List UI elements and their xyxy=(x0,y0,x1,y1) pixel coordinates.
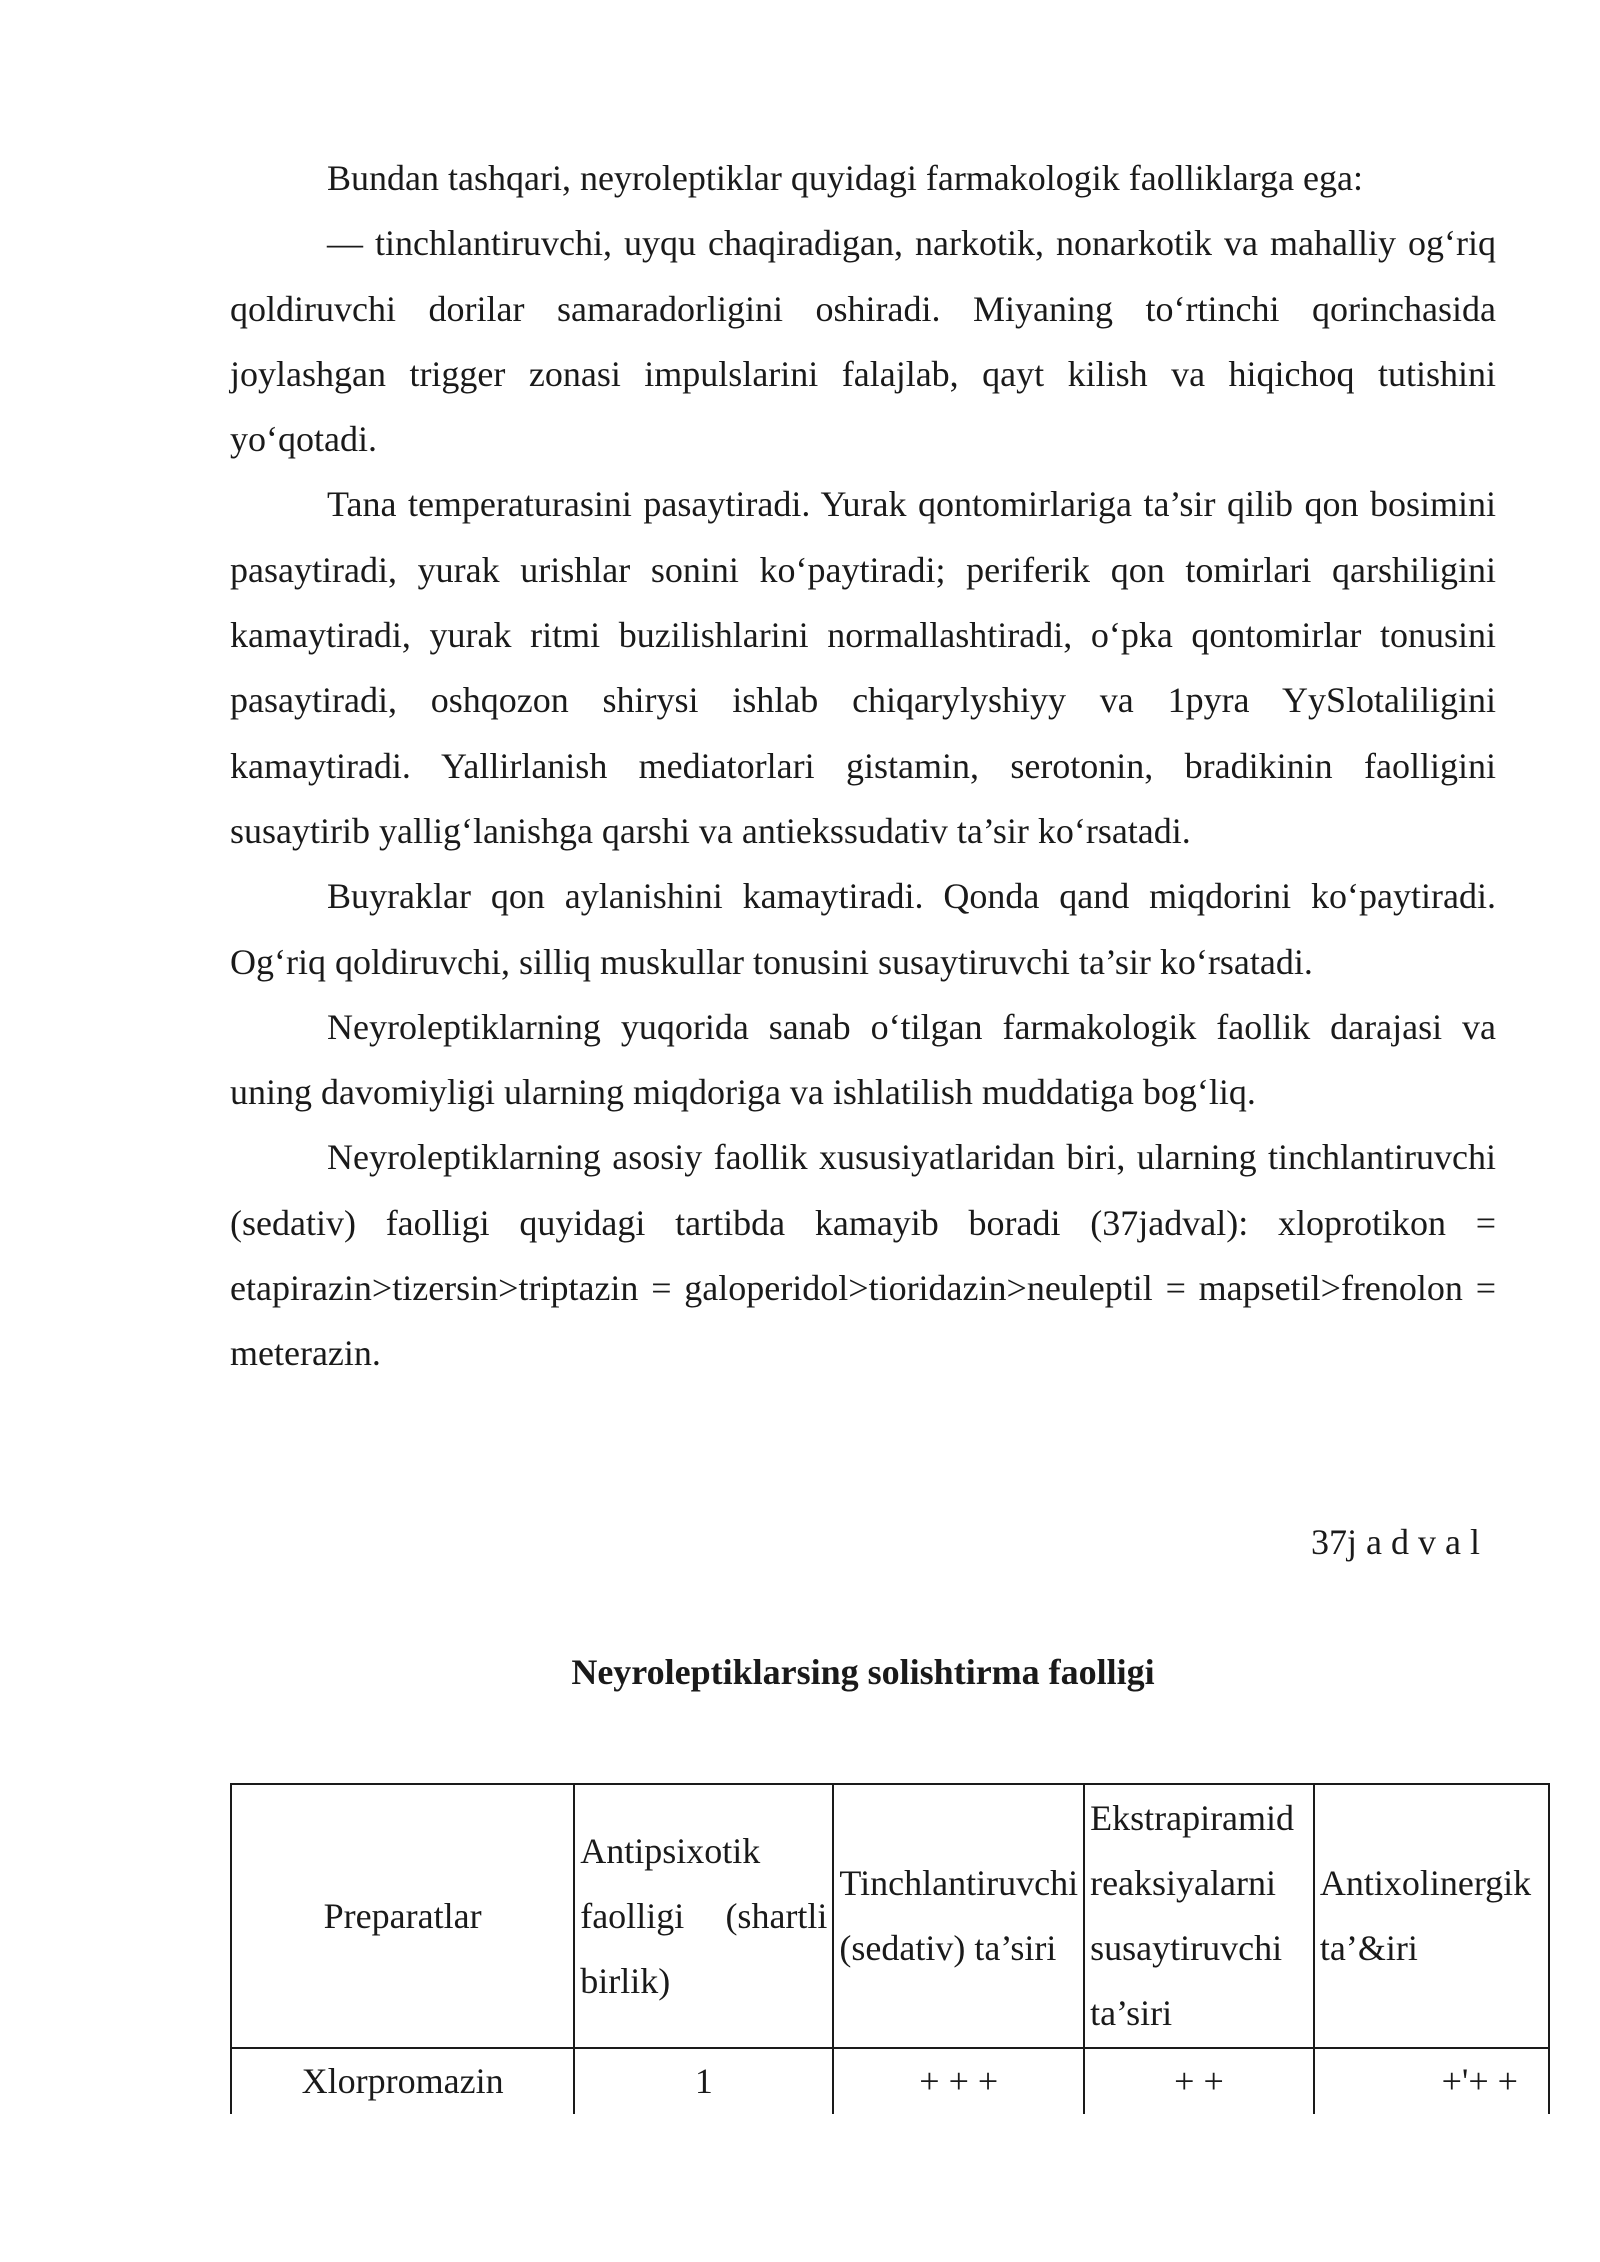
table-cell: 1 xyxy=(574,2048,833,2114)
column-header: Antixolinergik ta’&iri xyxy=(1314,1784,1549,2048)
comparison-table xyxy=(230,1783,1550,2114)
column-header: Antipsixotik faolligi (shartli birlik) xyxy=(574,1784,833,2048)
paragraph: Tana temperaturasini pasaytiradi. Yurak qontomirlariga ta’sir qilib qon bosimini pasaytiradi, yurak urishlar sonini ko‘paytiradi; periferik qon tomirlari qarshiligini kamaytiradi, yurak ritmi buzilishlarini normallashtiradi, o‘pka qontomirlar tonusini pasaytiradi, oshqozon shirysi ishlab chiqarylyshiyy va 1pyra YySlotaliligini kamaytiradi. Yallirlanish mediatorlari gistamin, serotonin, bradikinin faolligini susaytirib yallig‘lanishga qarshi va antiekssudativ ta’sir ko‘rsatadi. xyxy=(230,484,1496,851)
table-cell: + + + xyxy=(833,2048,1084,2114)
table-cell: + + xyxy=(1084,2048,1314,2114)
column-header: Tinchlantiruvchi (sedativ) ta’siri xyxy=(833,1784,1084,2048)
paragraph: Neyroleptiklarning yuqorida sanab o‘tilgan farmakologik faollik darajasi va uning davomiyligi ularning miqdoriga va ishlatilish muddatiga bog‘liq. xyxy=(230,1006,1496,1113)
column-header: Ekstrapiramid reaksiyalarni susaytiruvchi ta’siri xyxy=(1084,1784,1314,2048)
table-row xyxy=(231,2048,1549,2114)
table-title: Neyroleptiklarsing solishtirma faolligi xyxy=(571,1652,1155,1692)
table-number: 37j a d v a l xyxy=(1311,1522,1480,1562)
body-text xyxy=(230,146,1496,1387)
paragraph: — tinchlantiruvchi, uyqu chaqiradigan, narkotik, nonarkotik va mahalliy og‘riq qoldiruvchi dorilar samaradorligini oshiradi. Miyaning to‘rtinchi qorinchasida joylashgan trigger zonasi impulslarini falajlab, qayt kilish va hiqichoq tutishini yo‘qotadi. xyxy=(230,223,1496,460)
table-cell: Xlorpromazin xyxy=(231,2048,574,2114)
column-header: Preparatlar xyxy=(231,1784,574,2048)
paragraph: Neyroleptiklarning asosiy faollik xususiyatlaridan biri, ularning tinchlantiruvchi (sedativ) faolligi quyidagi tartibda kamayib boradi (37jadval): xloprotikon = etapirazin>tizersin>triptazin = galoperidol>tioridazin>neuleptil = mapsetil>frenolon = meterazin. xyxy=(230,1137,1496,1374)
table-header-row xyxy=(231,1784,1549,2048)
table-cell: +'+ + xyxy=(1314,2048,1549,2114)
paragraph: Bundan tashqari, neyroleptiklar quyidagi farmakologik faolliklarga ega: xyxy=(327,158,1364,198)
paragraph: Buyraklar qon aylanishini kamaytiradi. Qonda qand miqdorini ko‘paytiradi. Og‘riq qoldiruvchi, silliq muskullar tonusini susaytiruvchi ta’sir ko‘rsatadi. xyxy=(230,876,1496,982)
